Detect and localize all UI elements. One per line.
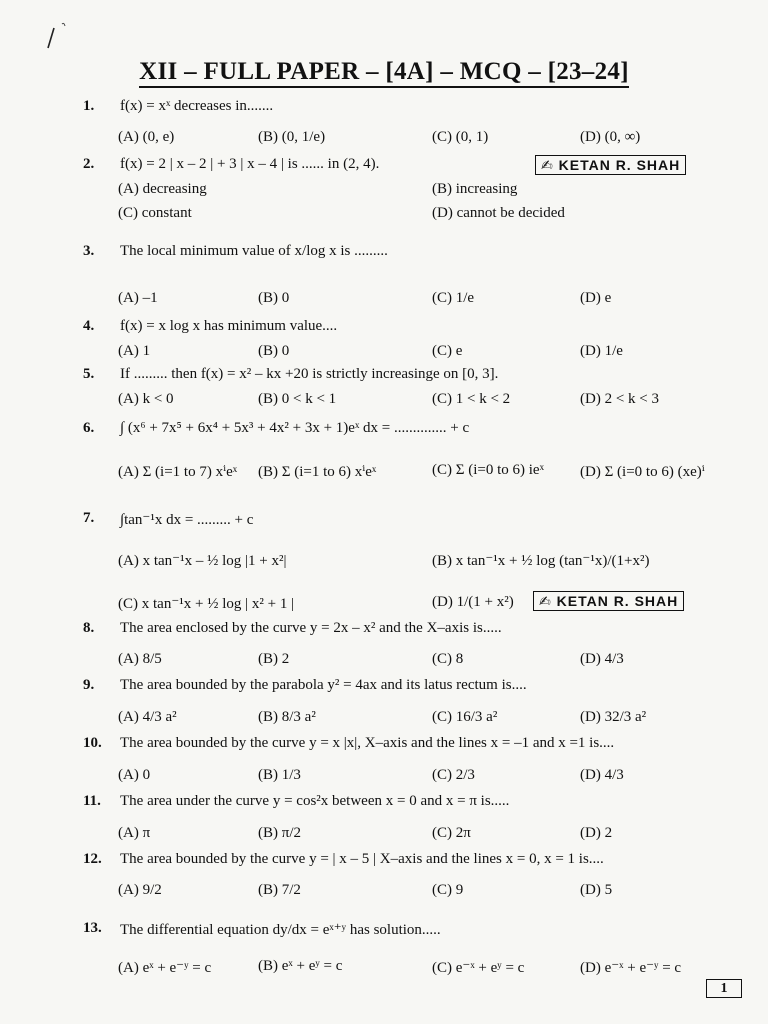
author-stamp: ✍ KETAN R. SHAH	[535, 155, 686, 175]
question-stem: f(x) = xˣ decreases in.......	[120, 98, 274, 114]
question-number: 6.	[83, 420, 95, 436]
answer-option: (D) 1/(1 + x²)	[432, 594, 514, 610]
question-number: 9.	[83, 677, 95, 693]
answer-option: (D) 1/e	[580, 343, 623, 359]
answer-option: (C) 1 < k < 2	[432, 391, 511, 407]
answer-option: (D) Σ (i=0 to 6) (xe)ⁱ	[580, 464, 705, 480]
answer-option: (B) 8/3 a²	[258, 709, 316, 725]
answer-option: (B) 7/2	[258, 882, 301, 898]
answer-option: (B) 1/3	[258, 767, 301, 783]
question-stem: The area bounded by the curve y = | x – 5 | X–axis and the lines x = 0, x = 1 is....	[120, 851, 604, 867]
answer-option: (C) e⁻ˣ + eʸ = c	[432, 960, 525, 976]
answer-option: (C) (0, 1)	[432, 129, 489, 145]
answer-option: (D) 4/3	[580, 767, 624, 783]
answer-option: (B) (0, 1/e)	[258, 129, 326, 145]
answer-option: (C) 9	[432, 882, 464, 898]
answer-option: (C) x tan⁻¹x + ½ log | x² + 1 |	[118, 596, 295, 612]
answer-option: (B) 0	[258, 290, 290, 306]
author-stamp: ✍ KETAN R. SHAH	[533, 591, 684, 611]
question-stem: f(x) = x log x has minimum value....	[120, 318, 338, 334]
question-stem: The area enclosed by the curve y = 2x – x² and the X–axis is.....	[120, 620, 502, 636]
answer-option: (D) 2 < k < 3	[580, 391, 659, 407]
answer-option: (A) k < 0	[118, 391, 174, 407]
answer-option: (D) 32/3 a²	[580, 709, 647, 725]
question-stem: The area bounded by the parabola y² = 4ax and its latus rectum is....	[120, 677, 527, 693]
pen-mark-icon	[44, 20, 84, 50]
question-stem: If ......... then f(x) = x² – kx +20 is strictly increasinge on [0, 3].	[120, 366, 499, 382]
question-number: 10.	[83, 735, 102, 751]
page-title: XII – FULL PAPER – [4A] – MCQ – [23–24]	[0, 58, 768, 86]
answer-option: (B) 0	[258, 343, 290, 359]
answer-option: (B) π/2	[258, 825, 301, 841]
question-number: 13.	[83, 920, 102, 936]
question-stem: The differential equation dy/dx = eˣ⁺ʸ has solution.....	[120, 922, 441, 938]
answer-option: (C) 8	[432, 651, 464, 667]
question-stem: The area bounded by the curve y = x |x|, X–axis and the lines x = –1 and x =1 is....	[120, 735, 615, 751]
answer-option: (A) decreasing	[118, 181, 207, 197]
answer-option: (D) (0, ∞)	[580, 129, 641, 145]
answer-option: (A) 0	[118, 767, 151, 783]
answer-option: (D) e⁻ˣ + e⁻ʸ = c	[580, 960, 682, 976]
answer-option: (B) 0 < k < 1	[258, 391, 337, 407]
question-number: 4.	[83, 318, 95, 334]
answer-option: (C) 1/e	[432, 290, 475, 306]
answer-option: (C) constant	[118, 205, 192, 221]
answer-option: (B) eˣ + eʸ = c	[258, 958, 343, 974]
question-number: 8.	[83, 620, 95, 636]
answer-option: (B) Σ (i=1 to 6) xⁱeˣ	[258, 464, 377, 480]
answer-option: (D) 4/3	[580, 651, 624, 667]
answer-option: (A) 1	[118, 343, 151, 359]
answer-option: (C) 2/3	[432, 767, 475, 783]
answer-option: (A) –1	[118, 290, 158, 306]
answer-option: (B) x tan⁻¹x + ½ log (tan⁻¹x)/(1+x²)	[432, 553, 650, 569]
question-number: 1.	[83, 98, 95, 114]
answer-option: (B) 2	[258, 651, 290, 667]
answer-option: (D) 5	[580, 882, 613, 898]
answer-option: (D) cannot be decided	[432, 205, 565, 221]
answer-option: (D) e	[580, 290, 612, 306]
answer-option: (A) Σ (i=1 to 7) xⁱeˣ	[118, 464, 238, 480]
answer-option: (A) eˣ + e⁻ʸ = c	[118, 960, 212, 976]
question-stem: f(x) = 2 | x – 2 | + 3 | x – 4 | is ...... in (2, 4).	[120, 156, 380, 172]
answer-option: (A) 8/5	[118, 651, 162, 667]
answer-option: (A) π	[118, 825, 151, 841]
question-number: 12.	[83, 851, 102, 867]
answer-option: (C) e	[432, 343, 463, 359]
question-number: 11.	[83, 793, 101, 809]
answer-option: (B) increasing	[432, 181, 518, 197]
answer-option: (A) 9/2	[118, 882, 162, 898]
page-number: 1	[706, 979, 742, 998]
question-stem: The area under the curve y = cos²x between x = 0 and x = π is.....	[120, 793, 510, 809]
answer-option: (A) (0, e)	[118, 129, 175, 145]
question-stem: The local minimum value of x/log x is .........	[120, 243, 388, 259]
question-number: 3.	[83, 243, 95, 259]
answer-option: (C) Σ (i=0 to 6) ieˣ	[432, 462, 544, 478]
answer-option: (A) 4/3 a²	[118, 709, 177, 725]
question-number: 2.	[83, 156, 95, 172]
answer-option: (C) 2π	[432, 825, 471, 841]
question-stem: ∫ (x⁶ + 7x⁵ + 6x⁴ + 5x³ + 4x² + 3x + 1)eˣ dx = .............. + c	[120, 420, 470, 436]
answer-option: (D) 2	[580, 825, 613, 841]
answer-option: (C) 16/3 a²	[432, 709, 498, 725]
question-stem: ∫tan⁻¹x dx = ......... + c	[120, 512, 254, 528]
question-number: 7.	[83, 510, 95, 526]
answer-option: (A) x tan⁻¹x – ½ log |1 + x²|	[118, 553, 287, 569]
question-number: 5.	[83, 366, 95, 382]
